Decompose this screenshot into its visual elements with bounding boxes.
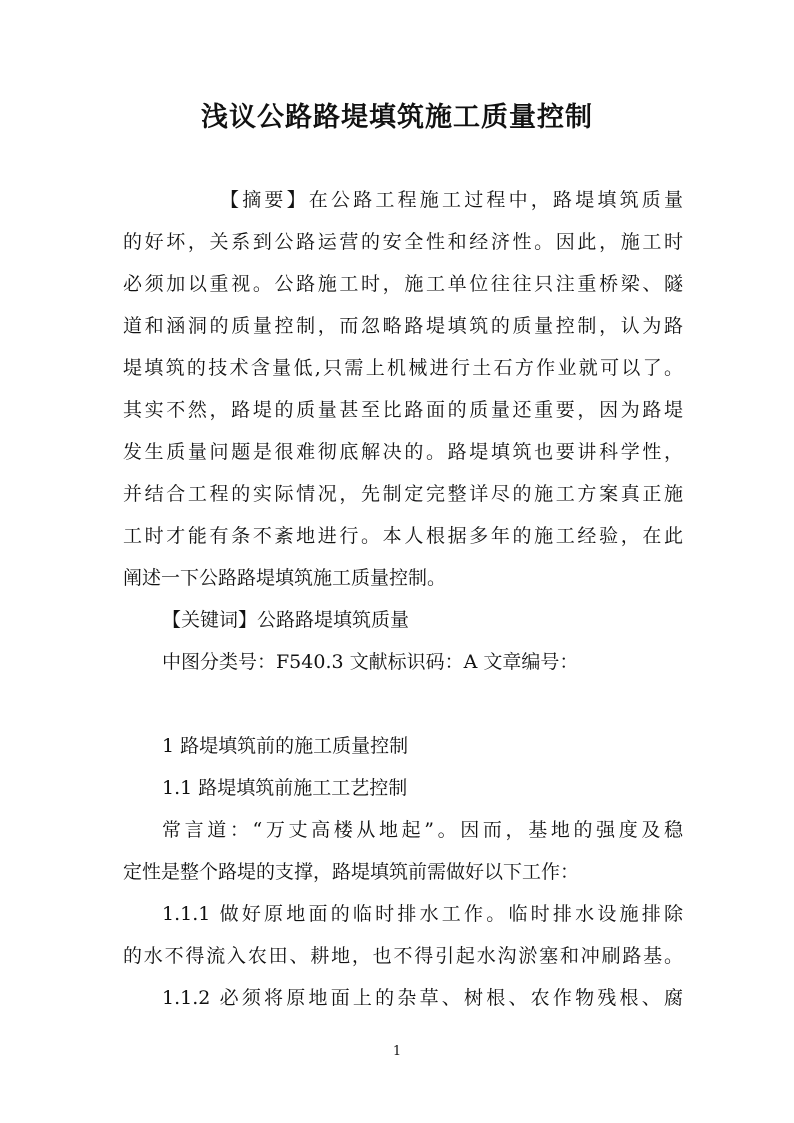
paragraph-line: 的水不得流入农田、耕地，也不得引起水沟淤塞和冲刷路基。 <box>123 945 683 967</box>
paragraph-line: 1.1.2 必须将原地面上的杂草、树根、农作物残根、腐 <box>162 987 683 1009</box>
abstract-line: 并结合工程的实际情况，先制定完整详尽的施工方案真正施 <box>123 483 683 505</box>
abstract-line: 必须加以重视。公路施工时，施工单位往往只注重桥梁、隧 <box>123 273 683 295</box>
keywords-line: 【关键词】公路路堤填筑质量 <box>162 609 410 631</box>
abstract-line: 道和涵洞的质量控制，而忽略路堤填筑的质量控制，认为路 <box>123 315 683 337</box>
abstract-line: 堤填筑的技术含量低,只需上机械进行土石方作业就可以了。 <box>123 357 683 379</box>
document-title: 浅议公路路堤填筑施工质量控制 <box>201 102 593 133</box>
paragraph-line: 定性是整个路堤的支撑，路堤填筑前需做好以下工作： <box>123 861 580 883</box>
paragraph-line: 常言道：“万丈高楼从地起”。因而，基地的强度及稳 <box>162 819 683 841</box>
page-number: 1 <box>392 1044 402 1059</box>
abstract-line: 的好坏，关系到公路运营的安全性和经济性。因此，施工时 <box>123 231 683 253</box>
abstract-line: 阐述一下公路路堤填筑施工质量控制。 <box>123 567 447 589</box>
abstract-line: 其实不然，路堤的质量甚至比路面的质量还重要，因为路堤 <box>123 399 683 421</box>
classification-line: 中图分类号：F540.3 文献标识码：A 文章编号： <box>162 651 579 673</box>
abstract-line: 【摘要】在公路工程施工过程中，路堤填筑质量 <box>220 189 683 211</box>
section-heading: 1 路堤填筑前的施工质量控制 <box>162 735 409 757</box>
abstract-line: 工时才能有条不紊地进行。本人根据多年的施工经验，在此 <box>123 525 683 547</box>
abstract-line: 发生质量问题是很难彻底解决的。路堤填筑也要讲科学性， <box>123 441 683 463</box>
subsection-heading: 1.1 路堤填筑前施工工艺控制 <box>162 777 408 799</box>
paragraph-line: 1.1.1 做好原地面的临时排水工作。临时排水设施排除 <box>162 903 683 925</box>
